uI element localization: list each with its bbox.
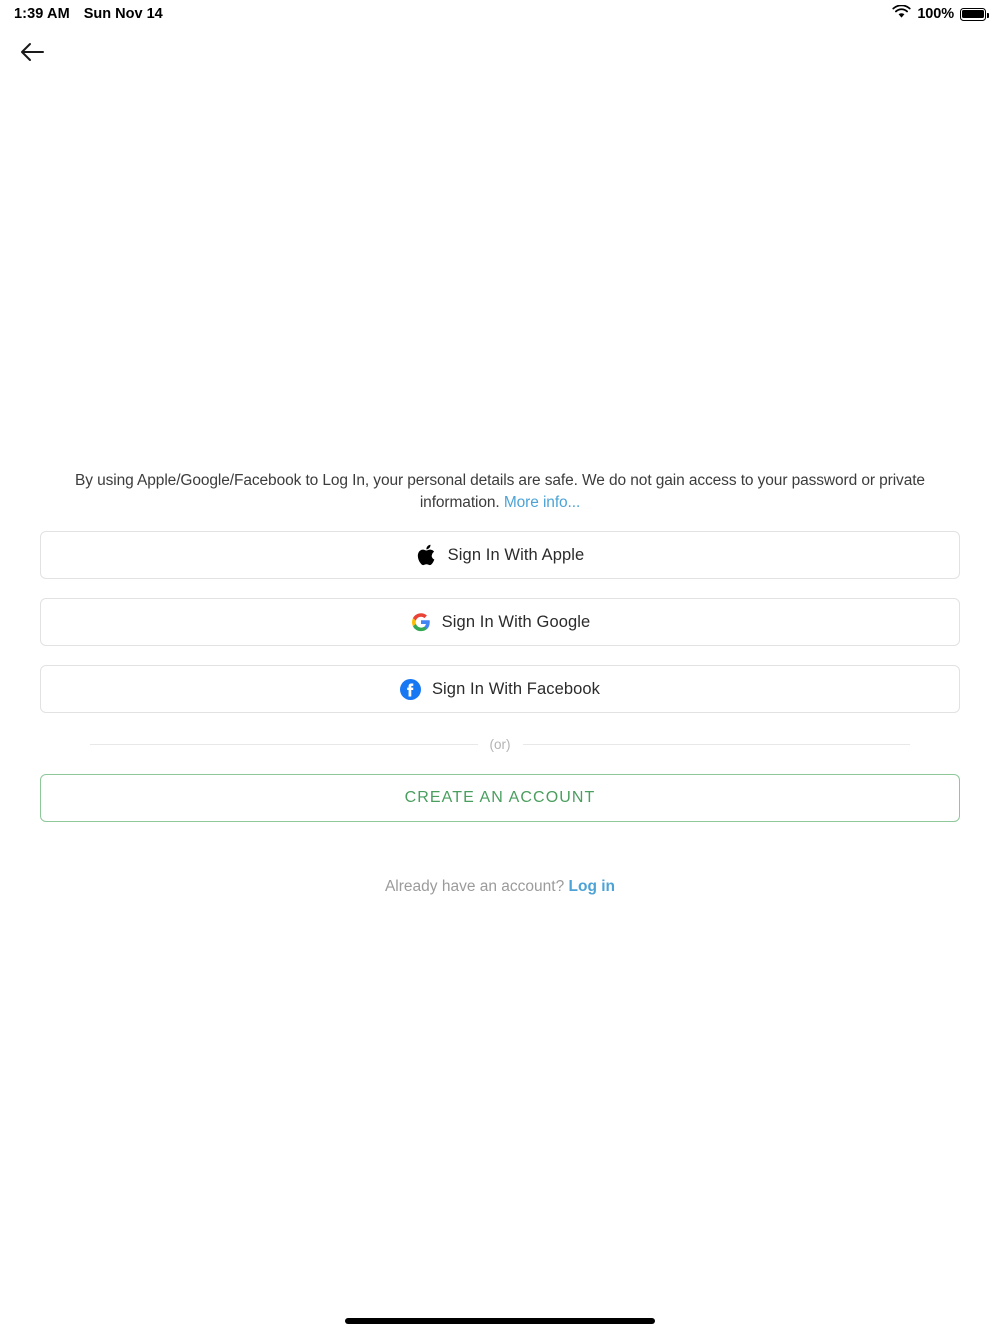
sign-in-with-facebook-label: Sign In With Facebook (431, 679, 601, 698)
status-date: Sun Nov 14 (83, 6, 163, 22)
battery-percent-label: 100% (917, 6, 954, 22)
auth-content (0, 470, 1000, 896)
create-account-button[interactable] (40, 774, 960, 822)
already-have-account-row (40, 878, 960, 896)
facebook-icon (400, 678, 422, 700)
or-divider (90, 737, 910, 752)
or-divider-label: (or) (489, 737, 511, 753)
log-in-link[interactable]: Log in (568, 878, 616, 896)
sign-in-with-google-button[interactable] (40, 598, 960, 646)
status-time: 1:39 AM (14, 6, 70, 22)
google-icon (410, 611, 432, 633)
privacy-disclaimer (40, 470, 960, 513)
battery-icon (960, 8, 986, 21)
wifi-icon (892, 5, 911, 23)
home-indicator[interactable] (345, 1318, 655, 1324)
already-have-account-label: Already have an account? (384, 878, 569, 896)
back-button[interactable] (10, 36, 54, 72)
sign-in-with-apple-button[interactable] (40, 531, 960, 579)
battery-fill (962, 10, 983, 18)
apple-icon (416, 544, 438, 566)
status-bar-left (14, 6, 163, 22)
create-account-label: CREATE AN ACCOUNT (404, 789, 596, 807)
sign-in-with-facebook-button[interactable] (40, 665, 960, 713)
sign-in-with-google-label: Sign In With Google (441, 612, 591, 631)
more-info-link[interactable]: More info... (503, 493, 581, 511)
status-bar-right (892, 5, 986, 23)
disclaimer-text: By using Apple/Google/Facebook to Log In, your personal details are safe. We do not gain access to your password or private information. (75, 472, 925, 511)
sign-in-with-apple-label: Sign In With Apple (447, 545, 585, 564)
status-bar (0, 0, 1000, 28)
arrow-left-icon (19, 41, 45, 68)
